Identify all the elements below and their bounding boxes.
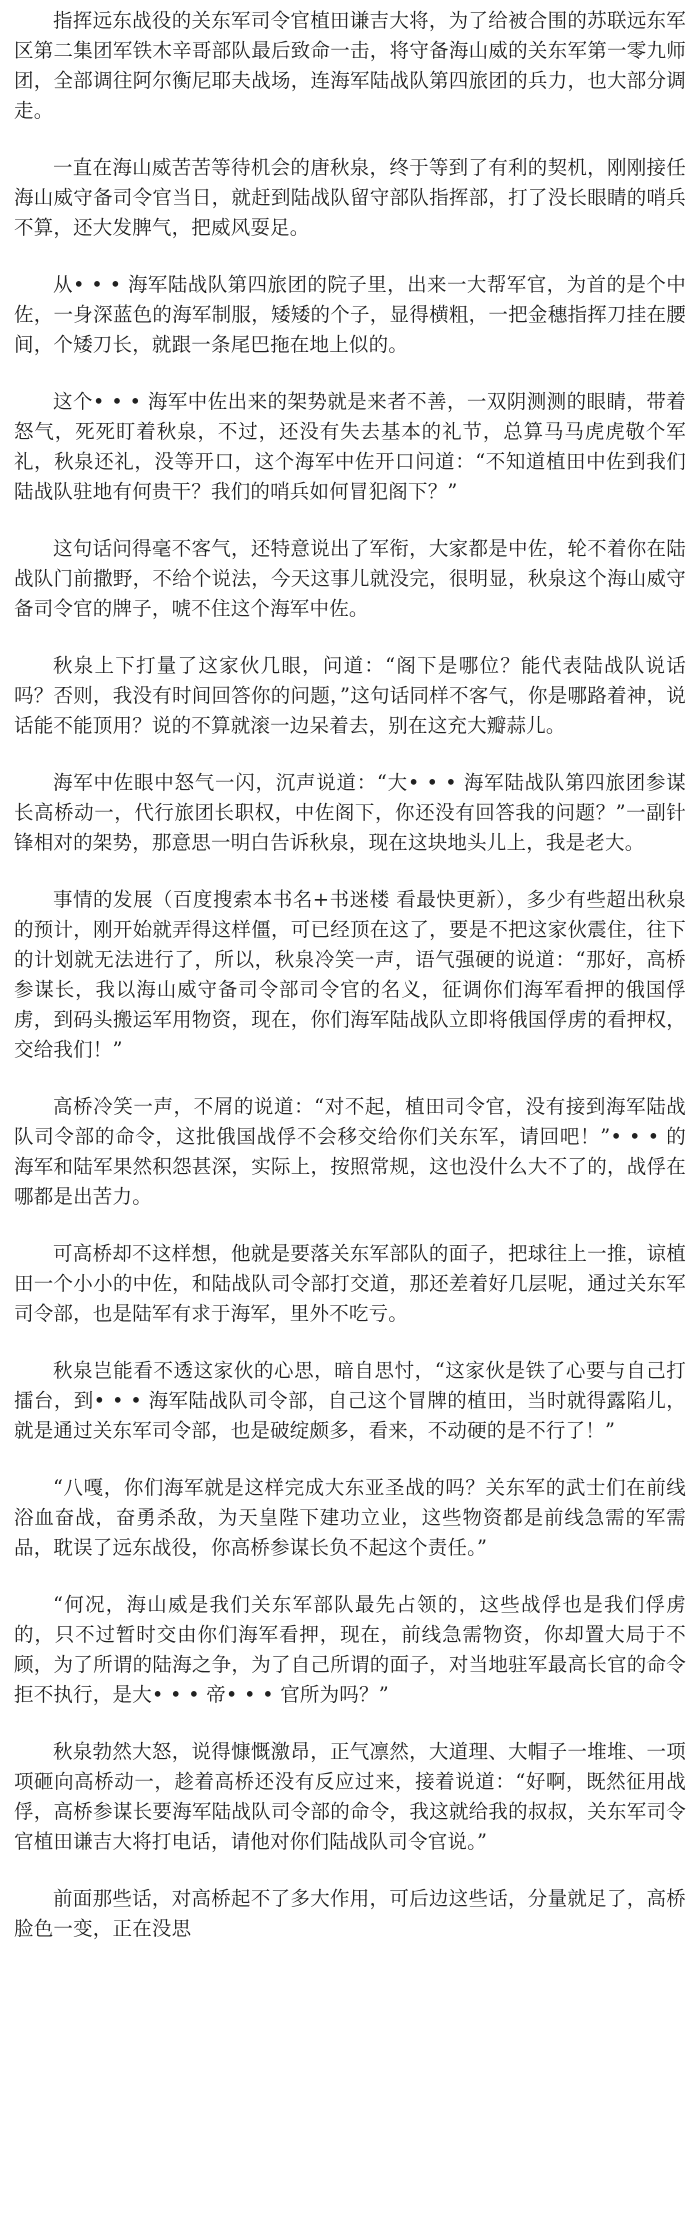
paragraph-13: “何况，海山威是我们关东军部队最先占领的，这些战俘也是我们俘虏的，只不过暂时交由你们海军看押，现在，前线急需物资，你却置大局于不顾，为了所谓的陆海之争，为了自己所谓的面子，对当地驻军最高长官的命令拒不执行，是大• • • 帝• • • 官所为吗？” — [14, 1593, 686, 1706]
paragraph-6: 秋泉上下打量了这家伙几眼，问道：“阁下是哪位？能代表陆战队说话吗？否则，我没有时间回答你的问题，”这句话同样不客气，你是哪路着神，说话能不能顶用？说的不算就滚一边呆着去，别在这充大瓣蒜儿。 — [14, 654, 686, 737]
paragraph-11: 秋泉岂能看不透这家伙的心思，暗自思忖，“这家伙是铁了心要与自己打擂台，到• • • 海军陆战队司令部，自己这个冒牌的植田，当时就得露陷儿，就是通过关东军司令部，也是破绽颇多，看来，不动硬的是不行了！” — [14, 1359, 686, 1442]
paragraph-12: “八嘎，你们海军就是这样完成大东亚圣战的吗？关东军的武士们在前线浴血奋战，奋勇杀敌，为天皇陛下建功立业，这些物资都是前线急需的军需品，耽误了远东战役，你高桥参谋长负不起这个责任。” — [14, 1476, 686, 1559]
paragraph-15: 前面那些话，对高桥起不了多大作用，可后边这些话，分量就足了，高桥脸色一变，正在没思 — [14, 1887, 686, 1940]
paragraph-1: 指挥远东战役的关东军司令官植田谦吉大将，为了给被合围的苏联远东军区第二集团军铁木辛哥部队最后致命一击，将守备海山威的关东军第一零九师团，全部调往阿尔衡尼耶夫战场，连海军陆战队第四旅团的兵力，也大部分调走。 — [14, 9, 686, 122]
paragraph-8: 事情的发展（百度搜索本书名+书迷楼 看最快更新），多少有些超出秋泉的预计，刚开始就弄得这样僵，可已经顶在这了，要是不把这家伙震住，往下的计划就无法进行了，所以，秋泉冷笑一声，语气强硬的说道：“那好，高桥参谋长，我以海山威守备司令部司令官的名义，征调你们海军看押的俄国俘虏，到码头搬运军用物资，现在，你们海军陆战队立即将俄国俘虏的看押权，交给我们！” — [14, 888, 686, 1061]
paragraph-14: 秋泉勃然大怒，说得慷慨激昂，正气凛然，大道理、大帽子一堆堆、一项项砸向高桥动一，趁着高桥还没有反应过来，接着说道：“好啊，既然征用战俘，高桥参谋长要海军陆战队司令部的命令，我这就给我的叔叔，关东军司令官植田谦吉大将打电话，请他对你们陆战队司令官说。” — [14, 1740, 686, 1853]
paragraph-7: 海军中佐眼中怒气一闪，沉声说道：“大• • • 海军陆战队第四旅团参谋长高桥动一，代行旅团长职权，中佐阁下，你还没有回答我的问题？”一副针锋相对的架势，那意思一明白告诉秋泉，现在这块地头儿上，我是老大。 — [14, 771, 686, 854]
paragraph-4: 这个• • • 海军中佐出来的架势就是来者不善，一双阴测测的眼睛，带着怒气，死死盯着秋泉，不过，还没有失去基本的礼节，总算马马虎虎敬个军礼，秋泉还礼，没等开口，这个海军中佐开口问道：“不知道植田中佐到我们陆战队驻地有何贵干？我们的哨兵如何冒犯阁下？” — [14, 390, 686, 503]
paragraph-9: 高桥冷笑一声，不屑的说道：“对不起，植田司令官，没有接到海军陆战队司令部的命令，这批俄国战俘不会移交给你们关东军，请回吧！”• • • 的海军和陆军果然积怨甚深，实际上，按照常规，这也没什么大不了的，战俘在哪都是出苦力。 — [14, 1095, 686, 1208]
paragraph-5: 这句话问得毫不客气，还特意说出了军衔，大家都是中佐，轮不着你在陆战队门前撒野，不给个说法，今天这事儿就没完，很明显，秋泉这个海山威守备司令官的牌子，唬不住这个海军中佐。 — [14, 537, 686, 620]
paragraph-2: 一直在海山威苦苦等待机会的唐秋泉，终于等到了有利的契机，刚刚接任海山威守备司令官当日，就赶到陆战队留守部队指挥部，打了没长眼睛的哨兵不算，还大发脾气，把威风耍足。 — [14, 156, 686, 239]
paragraph-3: 从• • • 海军陆战队第四旅团的院子里，出来一大帮军官，为首的是个中佐，一身深蓝色的海军制服，矮矮的个子，显得横粗，一把金穗指挥刀挂在腰间，个矮刀长，就跟一条尾巴拖在地上似的。 — [14, 273, 686, 356]
paragraph-10: 可高桥却不这样想，他就是要落关东军部队的面子，把球往上一推，谅植田一个小小的中佐，和陆战队司令部打交道，那还差着好几层呢，通过关东军司令部，也是陆军有求于海军，里外不吃亏。 — [14, 1242, 686, 1325]
